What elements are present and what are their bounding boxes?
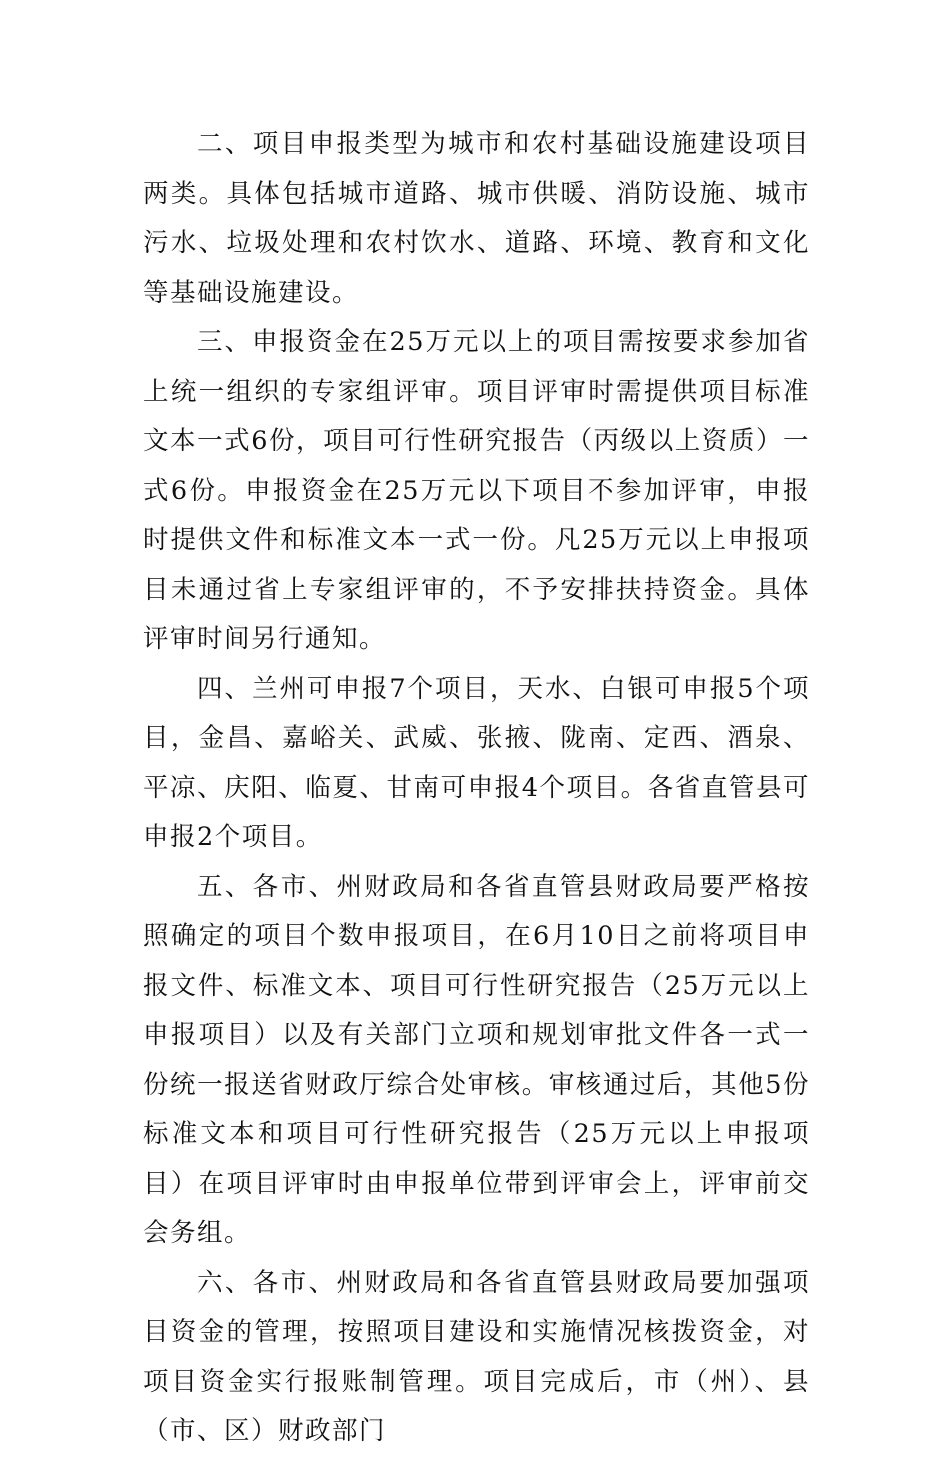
paragraph-item-6: 六、各市、州财政局和各省直管县财政局要加强项目资金的管理，按照项目建设和实施情况核拨资金，对项目资金实行报账制管理。项目完成后，市（州）、县（市、区）财政部门 — [143, 1267, 810, 1446]
paragraph-item-3: 三、申报资金在25万元以上的项目需按要求参加省上统一组织的专家组评审。项目评审时需提供项目标准文本一式6份，项目可行性研究报告（丙级以上资质）一式6份。申报资金在25万元以下项目不参加评审，申报时提供文件和标准文本一式一份。凡25万元以上申报项目未通过省上专家组评审的，不予安排扶持资金。具体评审时间另行通知。 — [143, 327, 810, 654]
paragraph-item-2: 二、项目申报类型为城市和农村基础设施建设项目两类。具体包括城市道路、城市供暖、消防设施、城市污水、垃圾处理和农村饮水、道路、环境、教育和文化等基础设施建设。 — [143, 129, 810, 308]
paragraph-item-4: 四、兰州可申报7个项目，天水、白银可申报5个项目，金昌、嘉峪关、武威、张掖、陇南、定西、酒泉、平凉、庆阳、临夏、甘南可申报4个项目。各省直管县可申报2个项目。 — [143, 673, 810, 852]
paragraph-item-5: 五、各市、州财政局和各省直管县财政局要严格按照确定的项目个数申报项目，在6月10日之前将项目申报文件、标准文本、项目可行性研究报告（25万元以上申报项目）以及有关部门立项和规划审批文件各一式一份统一报送省财政厅综合处审核。审核通过后，其他5份标准文本和项目可行性研究报告（25万元以上申报项目）在项目评审时由申报单位带到评审会上，评审前交会务组。 — [143, 871, 810, 1248]
